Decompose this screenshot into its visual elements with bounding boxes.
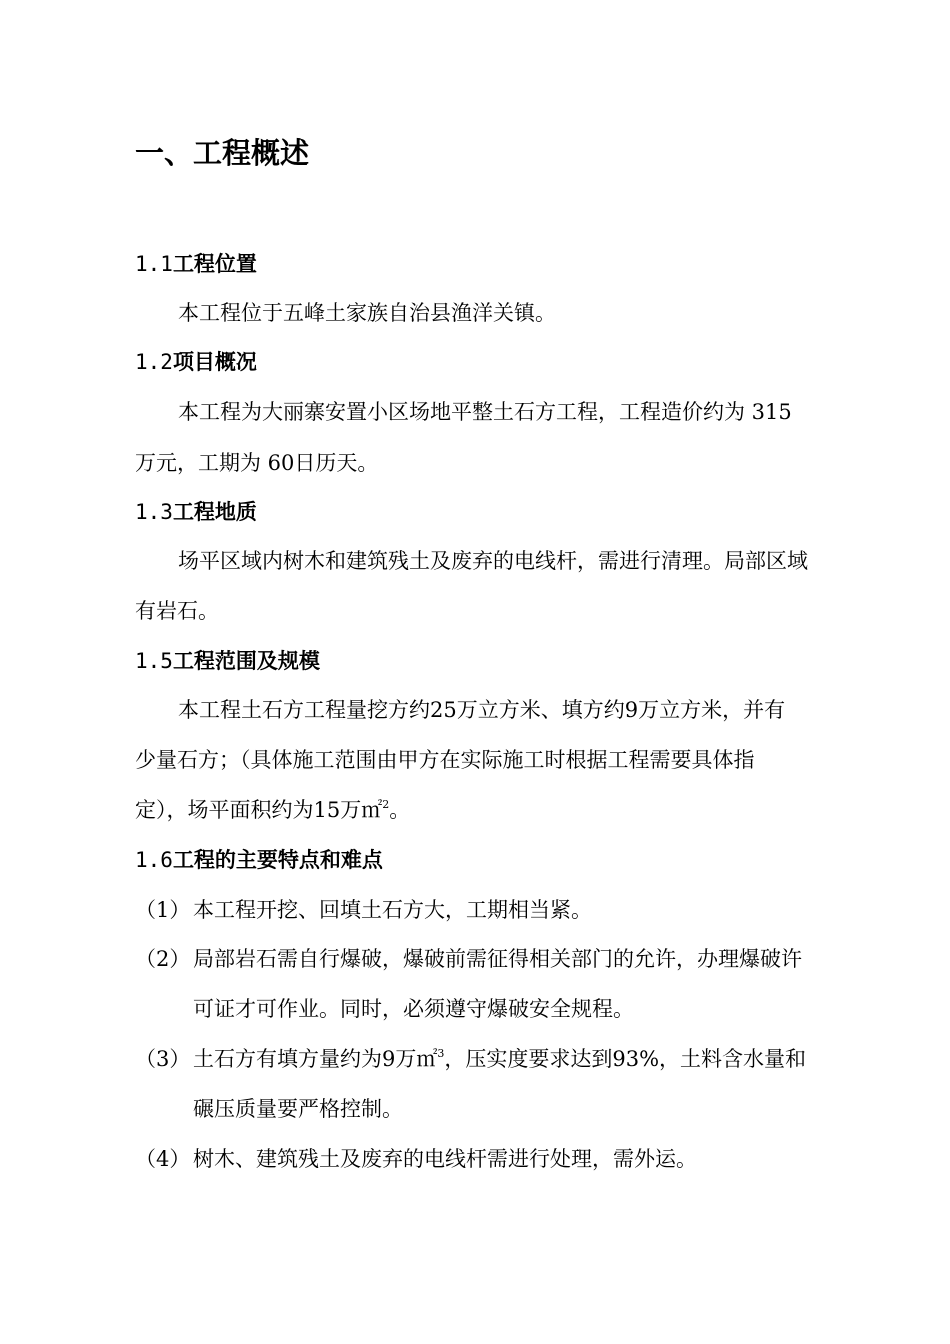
- paragraph-line: 少量石方；（具体施工范围由甲方在实际施工时根据工程需要具体指: [135, 748, 755, 772]
- paragraph-line: [135, 796, 410, 824]
- list-item-marker: （3）: [135, 1047, 191, 1071]
- section-heading-1-3: [135, 498, 257, 526]
- text-run: 。: [389, 798, 411, 822]
- section-title: 工程范围及规模: [172, 649, 320, 673]
- section-number: 1.1: [135, 252, 173, 276]
- section-heading-1-2: [135, 348, 257, 376]
- list-item-marker: （1）: [135, 898, 191, 922]
- section-heading-1-5: [135, 647, 320, 675]
- section-heading-1-6: [135, 846, 383, 874]
- section-number: 1.5: [135, 649, 173, 673]
- paragraph-line: 本工程位于五峰土家族自治县渔洋关镇。: [178, 301, 556, 325]
- section-number: 1.3: [135, 500, 173, 524]
- list-item-text: 树木、建筑残土及废弃的电线杆需进行处理，需外运。: [193, 1147, 697, 1171]
- paragraph-line: 场平区域内树木和建筑残土及废弃的电线杆，需进行清理。局部区域: [178, 549, 808, 573]
- list-item-text: [193, 1045, 806, 1073]
- list-item-text: 碾压质量要严格控制。: [193, 1097, 403, 1121]
- section-heading-1-1: [135, 250, 257, 278]
- list-item-text: 可证才可作业。同时，必须遵守爆破安全规程。: [193, 997, 634, 1021]
- section-title: 工程位置: [172, 252, 257, 276]
- section-number: 1.2: [135, 350, 173, 374]
- superscript: 3: [437, 1047, 445, 1060]
- paragraph-line: 有岩石。: [135, 599, 219, 623]
- list-item-text: 本工程开挖、回填土石方大，工期相当紧。: [193, 898, 592, 922]
- section-title: 工程的主要特点和难点: [172, 848, 383, 872]
- text-run: ，压实度要求达到93%，土料含水量和: [444, 1047, 807, 1071]
- list-item-text: 局部岩石需自行爆破，爆破前需征得相关部门的允许，办理爆破许: [193, 947, 802, 971]
- superscript: 2: [382, 798, 390, 811]
- paragraph-line: 本工程土石方工程量挖方约25万立方米、填方约9万立方米，并有: [178, 698, 786, 722]
- section-title: 项目概况: [172, 350, 257, 374]
- list-item-marker: （2）: [135, 947, 191, 971]
- list-item-marker: （4）: [135, 1147, 191, 1171]
- text-run: 土石方有填方量约为9万㎡: [193, 1047, 438, 1071]
- text-run: 定），场平面积约为15万㎡: [135, 798, 383, 822]
- section-number: 1.6: [135, 848, 173, 872]
- section-title: 工程地质: [172, 500, 257, 524]
- paragraph-line: 本工程为大丽寨安置小区场地平整土石方工程，工程造价约为 315: [178, 400, 792, 424]
- page-title: 一、工程概述: [135, 136, 310, 170]
- paragraph-line: 万元，工期为 60日历天。: [135, 451, 379, 475]
